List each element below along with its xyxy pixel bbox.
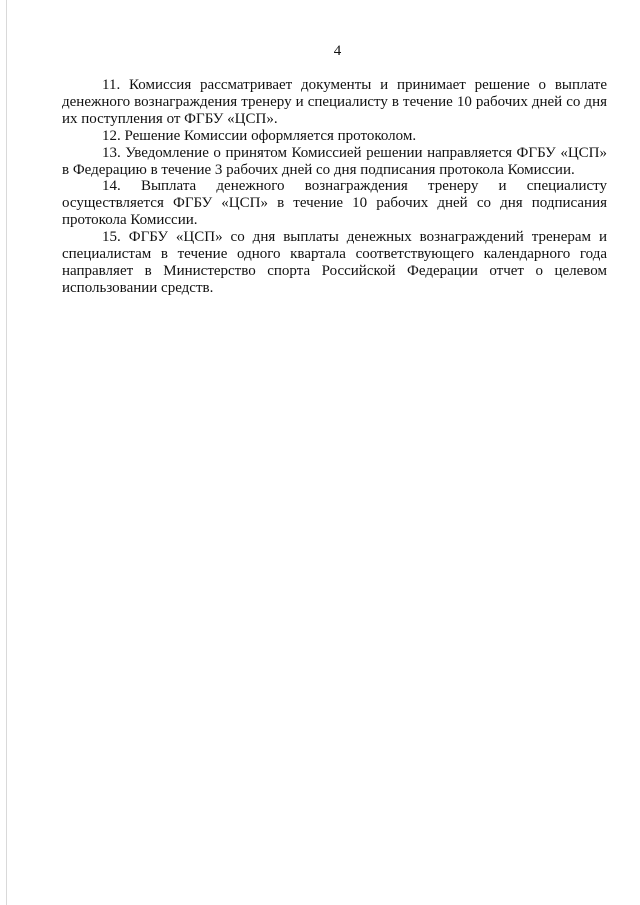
- paragraph-15: [62, 229, 607, 297]
- paragraph-13-first-line: 13. Уведомление о принятом Комиссией решении направляется ФГБУ «ЦСП»: [102, 144, 607, 161]
- document-body: [62, 77, 607, 297]
- paragraph-12-text: 12. Решение Комиссии оформляется протоколом.: [102, 127, 417, 144]
- paragraph-15-rest: специалистам в течение одного квартала соответствующего календарного года направляет в Министерство спорта Российской Федерации отчет о целевом использовании средств.: [62, 246, 607, 296]
- paragraph-11-first-line: 11. Комиссия рассматривает документы и принимает решение о выплате: [102, 77, 607, 93]
- paragraph-14-rest: осуществляется ФГБУ «ЦСП» в течение 10 рабочих дней со дня подписания протокола Комиссии.: [62, 195, 607, 229]
- paragraph-15-first-line: 15. ФГБУ «ЦСП» со дня выплаты денежных вознаграждений тренерам и: [102, 229, 607, 246]
- paragraph-13-rest: в Федерацию в течение 3 рабочих дней со дня подписания протокола Комиссии.: [62, 161, 575, 178]
- paragraph-11-rest: денежного вознаграждения тренеру и специалисту в течение 10 рабочих дней со дня их поступления от ФГБУ «ЦСП».: [62, 93, 607, 127]
- paragraph-13: [62, 145, 607, 179]
- page-number: 4: [333, 43, 342, 59]
- page-edge: [6, 0, 7, 905]
- paragraph-14: [62, 178, 607, 229]
- paragraph-14-first-line: 14. Выплата денежного вознаграждения тренеру и специалисту: [102, 178, 607, 195]
- paragraph-12: [62, 128, 607, 145]
- paragraph-11: [62, 77, 607, 128]
